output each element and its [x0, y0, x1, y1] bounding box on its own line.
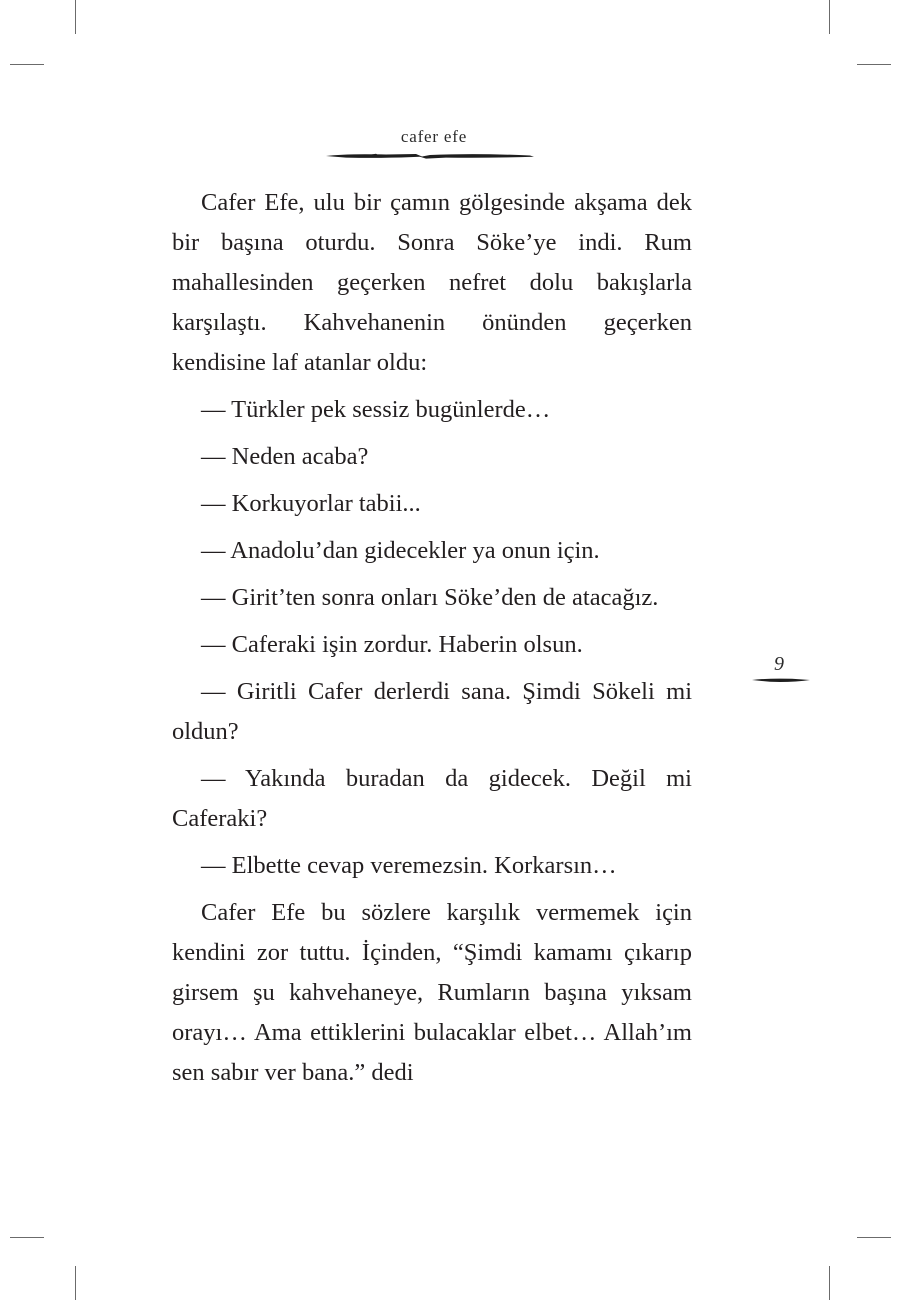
- paragraph: Cafer Efe bu sözlere karşılık vermemek için kendini zor tuttu. İçinden, “Şimdi kamamı çıkarıp girsem şu kahvehaneye, Rumların başına yıksam orayı… Ama ettiklerini bulacaklar elbet… Allah’ım sen sabır ver bana.” dedi: [172, 899, 692, 1086]
- brush-stroke-rule: [326, 150, 534, 162]
- crop-mark-top-right: [829, 0, 830, 34]
- text-block: [172, 183, 692, 1100]
- dialogue-line: — Girit’ten sonra onları Söke’den de atacağız.: [201, 584, 659, 611]
- dialogue-line: — Türkler pek sessiz bugünlerde…: [201, 396, 551, 423]
- dialogue-line: — Korkuyorlar tabii...: [201, 490, 421, 517]
- dialogue-line: — Anadolu’dan gidecekler ya onun için.: [201, 537, 600, 564]
- crop-mark-top-left: [75, 0, 76, 34]
- dialogue-line: — Neden acaba?: [201, 443, 369, 470]
- dialogue-line: — Elbette cevap veremezsin. Korkarsın…: [201, 852, 617, 879]
- dialogue-line: — Caferaki işin zordur. Haberin olsun.: [201, 631, 583, 658]
- crop-mark-bottom-left: [75, 1266, 76, 1300]
- crop-mark-bottom-right: [829, 1266, 830, 1300]
- dialogue-line: — Giritli Cafer derlerdi sana. Şimdi Sökeli mi oldun?: [172, 678, 692, 745]
- crop-mark-left-top: [10, 64, 44, 65]
- crop-mark-left-bottom: [10, 1237, 44, 1238]
- page-number-text: 9: [774, 653, 784, 675]
- page-number: [752, 653, 810, 693]
- running-head: cafer efe: [400, 127, 468, 146]
- crop-mark-right-bottom: [857, 1237, 891, 1238]
- page-number-brush-stroke: [752, 675, 810, 685]
- crop-mark-right-top: [857, 64, 891, 65]
- dialogue-line: — Yakında buradan da gidecek. Değil mi Caferaki?: [172, 765, 692, 832]
- paragraph: Cafer Efe, ulu bir çamın gölgesinde akşama dek bir başına oturdu. Sonra Söke’ye indi. Rum mahallesinden geçerken nefret dolu bakışlarla karşılaştı. Kahvehanenin önünden geçerken kendisine laf atanlar oldu:: [172, 189, 692, 376]
